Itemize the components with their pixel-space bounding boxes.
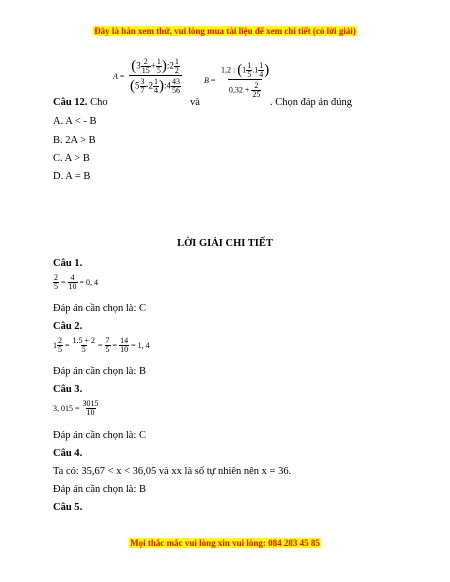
answer-4-label-text: Câu 4 <box>53 448 80 459</box>
answer-3-work: 3, 015 = $\frac{3015}{10}$ <box>53 399 99 417</box>
formula-a: A = (3 $\frac{2}{15}$ + $\frac{1}{5}$ ):2 $\frac{1}{2}$ (5 $\frac{3}{7}$ -2 $\frac{1}{4}$ ):4 $\frac{43}{56}$ <box>113 57 181 95</box>
answer-5-label: Câu 5. <box>53 502 83 513</box>
answer-1-label: Câu 1. <box>53 258 83 269</box>
answer-2-label: Câu 2. <box>53 321 83 332</box>
header-banner-text: Đây là bản xem thử, vui lòng mua tài liệu để xem chi tiết (có lời giải) <box>94 26 356 36</box>
formula-b: B = 1,2 : (1 $\frac{1}{5}$ .1 $\frac{1}{4}$ ) 0,32 + $\frac{2}{25}$ <box>204 61 270 99</box>
solution-title: LỜI GIẢI CHI TIẾT <box>177 238 273 249</box>
answer-1-label-text: Câu 1 <box>53 258 80 269</box>
footer-banner-text: Mọi thắc mắc vui lòng xin vui lòng: 084 283 45 85 <box>130 538 320 548</box>
answer-2-result: Đáp án cần chọn là: B <box>53 366 147 377</box>
answer-3-label-text: Câu 3 <box>53 384 80 395</box>
answer-1-work: $\frac{2}{5}$ = $\frac{4}{10}$ = 0, 4 <box>54 273 99 291</box>
answer-3-label: Câu 3. <box>53 384 83 395</box>
answer-2-work: 1 $\frac{2}{5}$ = $\frac{1.5 + 2}{5}$ = $\frac{7}{5}$ = $\frac{14}{10}$ = 1, 4 <box>53 336 150 354</box>
header-banner <box>0 26 450 36</box>
answer-4-label: Câu 4. <box>53 448 83 459</box>
option-b: B. 2A > B <box>53 135 96 146</box>
footer-banner <box>0 538 450 548</box>
option-a: A. A < - B <box>53 116 97 127</box>
question-12-line <box>53 97 108 108</box>
option-c: C. A > B <box>53 153 90 164</box>
question-12-end-text: . Chọn đáp án đúng <box>270 97 352 108</box>
answer-1-result: Đáp án cần chọn là: C <box>53 303 147 314</box>
question-12-end <box>270 97 352 108</box>
answer-4-work: Ta có: 35,67 < x < 36,05 và xx là số tự nhiên nên x = 36. <box>53 466 292 477</box>
answer-4-result: Đáp án cần chọn là: B <box>53 484 147 495</box>
question-12-va-text: và <box>190 97 200 108</box>
question-12-cho: Cho <box>90 97 108 108</box>
answer-2-label-text: Câu 2 <box>53 321 80 332</box>
answer-3-result: Đáp án cần chọn là: C <box>53 430 147 441</box>
answer-5-label-text: Câu 5 <box>53 502 80 513</box>
question-12-label: Câu 12. <box>53 97 88 108</box>
question-12-va <box>190 97 200 108</box>
option-d: D. A = B <box>53 171 91 182</box>
